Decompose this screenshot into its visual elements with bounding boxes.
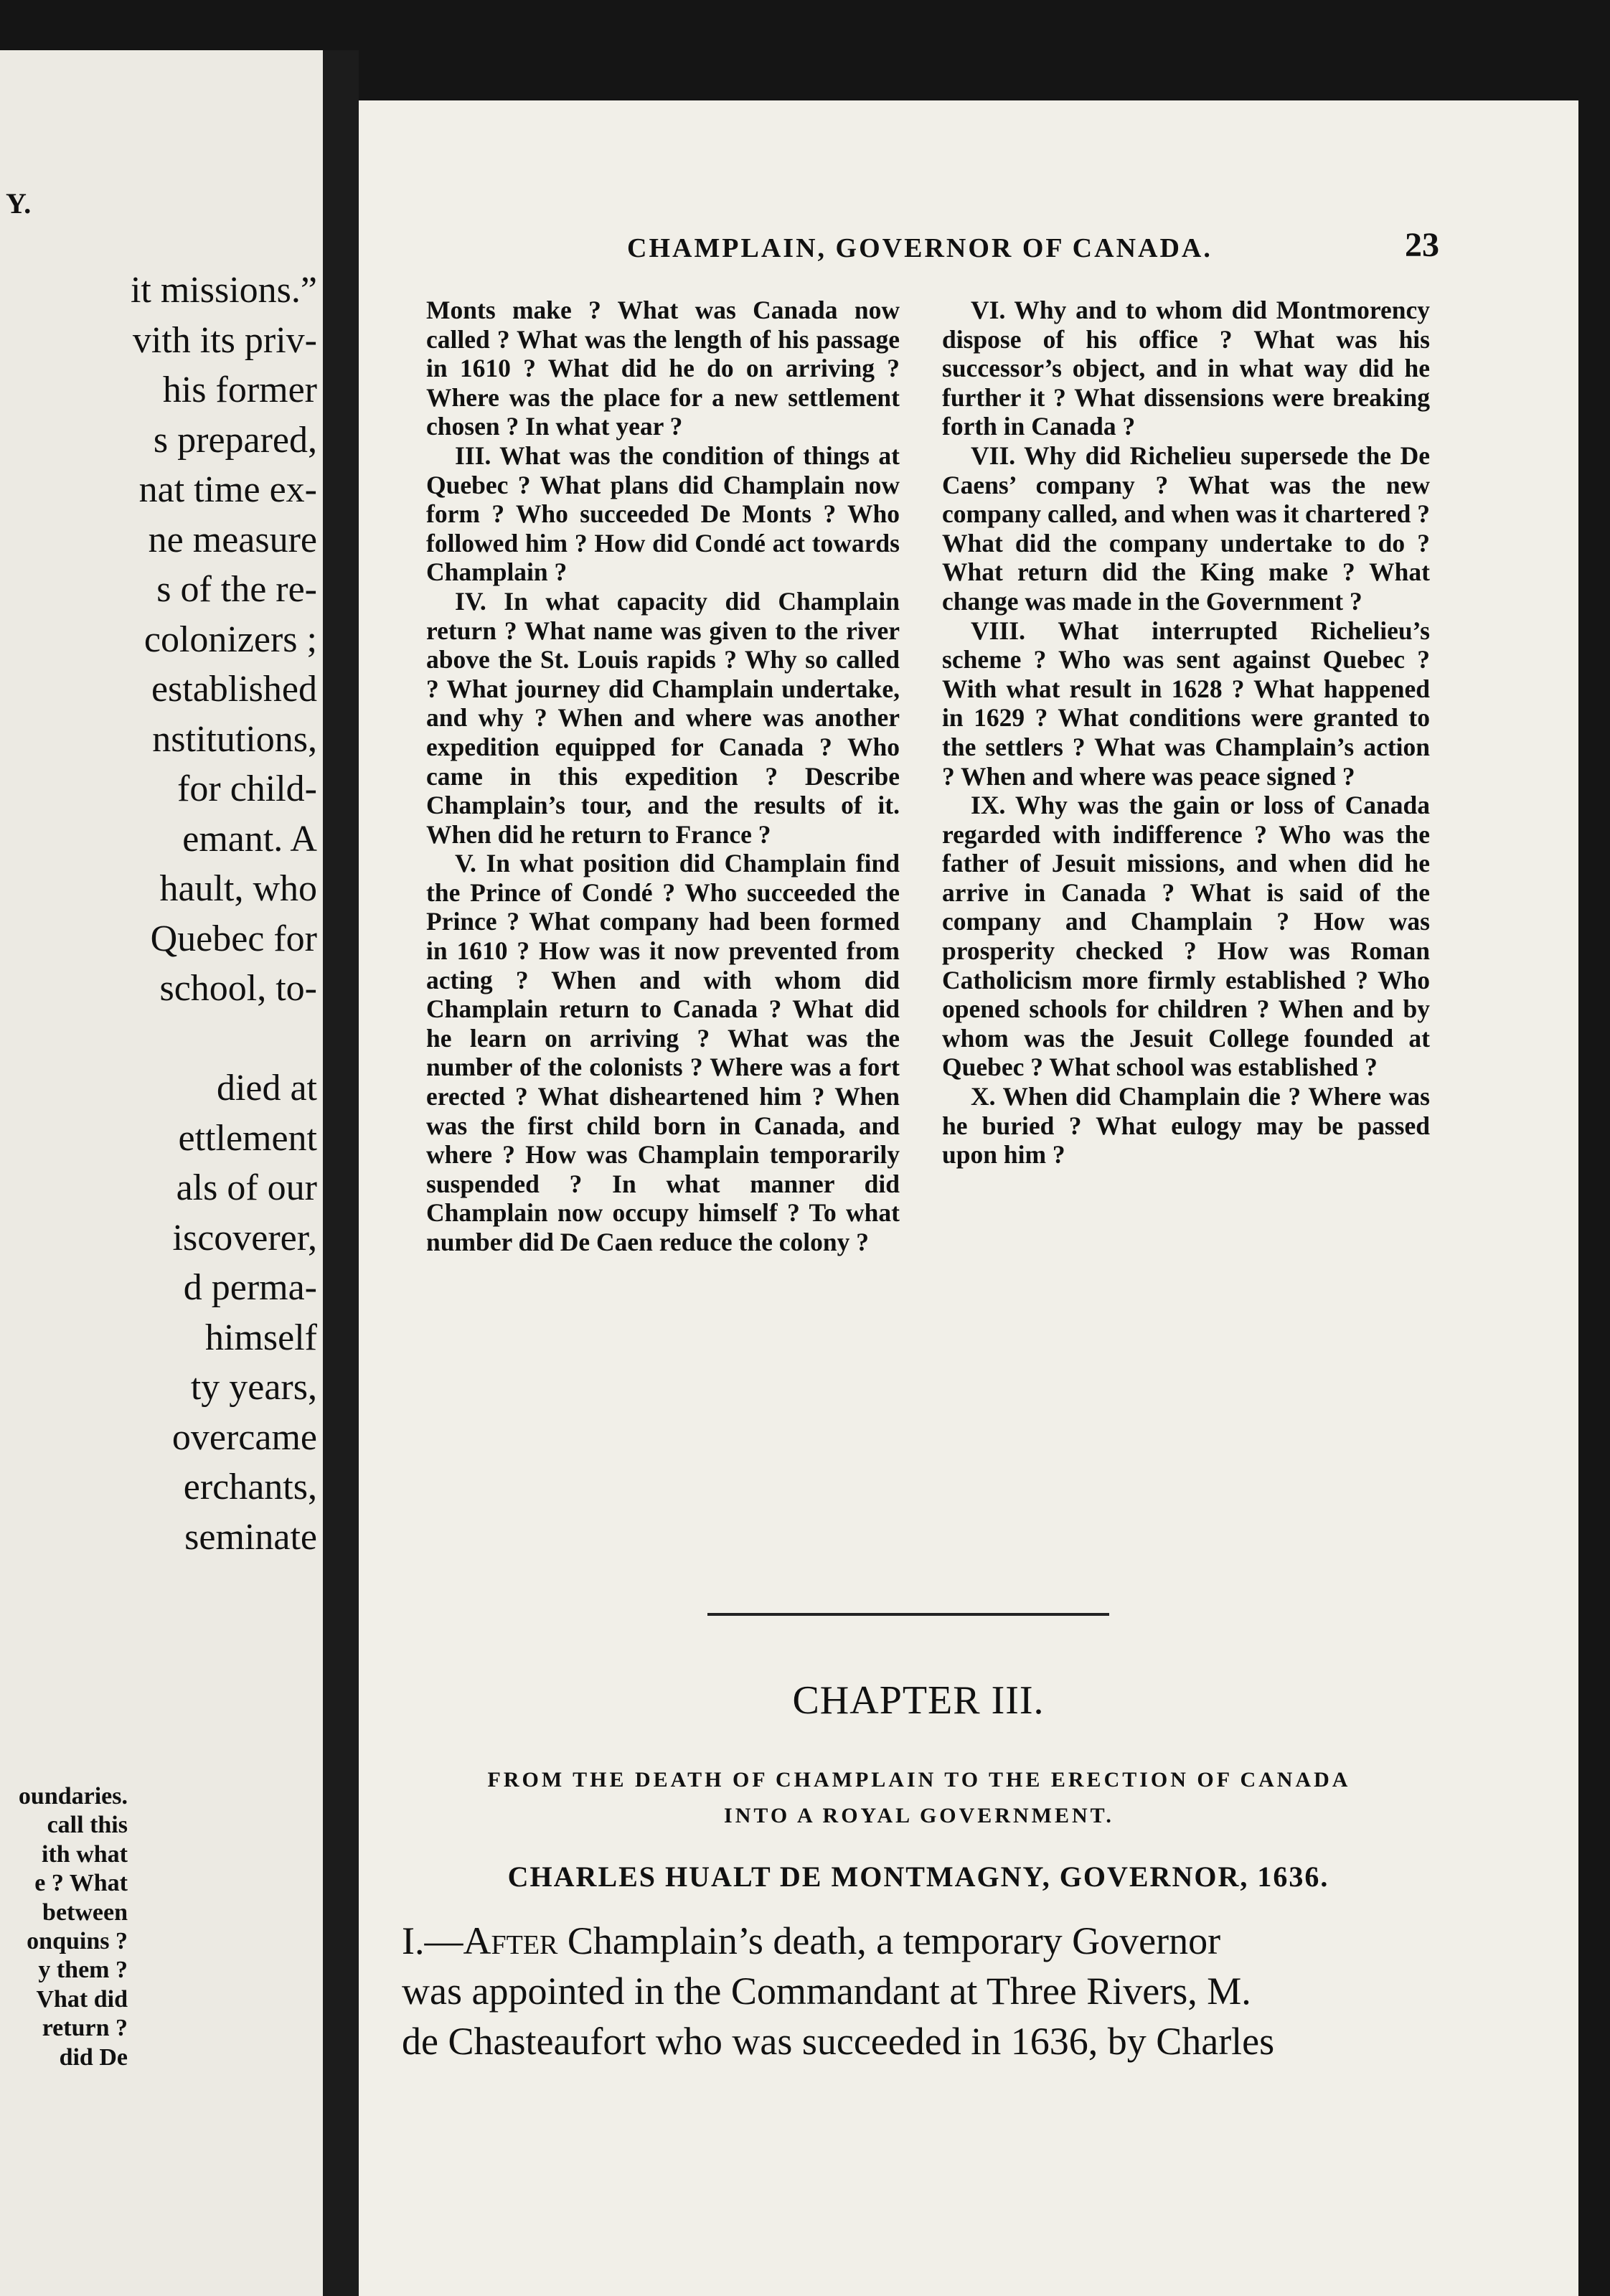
- text-line: it missions.”: [130, 270, 317, 311]
- text-line: nat time ex-: [138, 469, 317, 510]
- left-page-questions: [0, 1782, 128, 2072]
- text-line: ith what: [42, 1840, 128, 1868]
- question-paragraph: IV. In what capacity did Champlain return ? What name was given to the river above the St. Louis rapids ? Why so called ? What journey did Champlain undertake, and why ? When and where was another expedition equipped for Canada ? Who came in this expedition ? Describe Champlain’s tour, and the results of it. When did he return to France ?: [426, 586, 900, 849]
- section-divider: [707, 1613, 1109, 1616]
- text-line: call this: [47, 1812, 128, 1839]
- question-paragraph: VI. Why and to whom did Montmorency dispose of his office ? What was his successor’s object, and in what way did he further it ? What dissensions were breaking forth in Canada ?: [942, 296, 1430, 441]
- questions-column-right: [942, 296, 1430, 1170]
- text-line: died at: [216, 1068, 317, 1109]
- text-line: d perma-: [183, 1267, 317, 1308]
- chapter-subtitle-line: FROM THE DEATH OF CHAMPLAIN TO THE ERECTION OF CANADA: [487, 1768, 1351, 1792]
- text-line: oundaries.: [18, 1783, 128, 1810]
- text-line: erchants,: [183, 1467, 317, 1507]
- text-line: y them ?: [38, 1957, 128, 1984]
- left-page-header: Y.: [6, 187, 32, 220]
- small-caps-lead: After: [463, 1919, 558, 1962]
- question-paragraph: V. In what position did Champlain find the Prince of Condé ? Who succeeded the Prince ? What company had been formed in 1610 ? How was it now prevented from acting ? When and with whom did Champlain return to Canada ? What did he learn on arriving ? What was the number of the colonists ? Where was a fort erected ? What disheartened him ? When was the first child born in Canada, and where ? How was Champlain temporarily suspended ? In what manner did Champlain now occupy himself ? To what number did De Caen reduce the colony ?: [426, 849, 900, 1256]
- text-line: emant. A: [182, 818, 317, 860]
- question-paragraph: IX. Why was the gain or loss of Canada regarded with indifference ? Who was the father of Jesuit missions, and when did he arrive in Canada ? What is said of the company and Champlain ? How was prosperity checked ? How was Roman Catholicism more firmly established ? Who opened schools for children ? When and by whom was the Jesuit College founded at Quebec ? What school was established ?: [942, 791, 1430, 1082]
- chapter-subtitle: [413, 1762, 1425, 1834]
- text-line: ettlement: [178, 1117, 317, 1159]
- question-paragraph: X. When did Champlain die ? Where was he buried ? What eulogy may be passed upon him ?: [942, 1082, 1430, 1170]
- text-line: between: [42, 1899, 128, 1926]
- chapter-title: CHAPTER III.: [792, 1678, 1045, 1723]
- text-line: Quebec for: [150, 918, 317, 959]
- text-line: s prepared,: [153, 419, 317, 461]
- text-line: s of the re-: [156, 569, 317, 610]
- text-line: return ?: [42, 2015, 128, 2042]
- text-line: established: [151, 669, 317, 710]
- question-paragraph: VIII. What interrupted Richelieu’s scheme ? Who was sent against Quebec ? With what result in 1628 ? What happened in 1629 ? What conditions were granted to the settlers ? What was Champlain’s action ? When and where was peace signed ?: [942, 616, 1430, 791]
- body-line-text: Champlain’s death, a temporary Governor: [557, 1919, 1221, 1962]
- page-number: 23: [1405, 226, 1439, 264]
- left-page-text: [16, 265, 317, 1562]
- question-paragraph: Monts make ? What was Canada now called ? What was the length of his passage in 1610 ? What did he do on arriving ? Where was the place for a new settlement chosen ? In what year ?: [426, 296, 900, 441]
- text-line: e ? What: [34, 1870, 128, 1897]
- chapter-subtitle-line: INTO A ROYAL GOVERNMENT.: [724, 1804, 1114, 1827]
- right-page: [359, 100, 1578, 2296]
- text-line: ne measure: [148, 519, 317, 560]
- text-line: als of our: [176, 1167, 317, 1208]
- left-page: [0, 50, 323, 2296]
- body-line: [402, 1916, 1435, 1966]
- body-text: [402, 1916, 1435, 2066]
- text-line: onquins ?: [27, 1928, 128, 1955]
- book-spine: [323, 50, 359, 2296]
- section-heading: CHARLES HUALT DE MONTMAGNY, GOVERNOR, 1636.: [507, 1860, 1329, 1893]
- text-line: school, to-: [159, 968, 317, 1009]
- text-line: iscoverer,: [172, 1217, 317, 1258]
- text-line: [16, 1014, 317, 1064]
- text-line: overcame: [171, 1416, 317, 1458]
- body-line: de Chasteaufort who was succeeded in 1636, by Charles: [402, 2020, 1275, 2063]
- text-line: vith its priv-: [132, 319, 317, 361]
- text-line: hault, who: [159, 868, 317, 909]
- text-line: seminate: [184, 1516, 317, 1558]
- text-line: his former: [162, 370, 317, 410]
- question-paragraph: VII. Why did Richelieu supersede the De Caens’ company ? What was the new company called, and when was it chartered ? What did the company undertake to do ? What return did the King make ? What change was made in the Government ?: [942, 441, 1430, 616]
- paragraph-number: I.—: [402, 1919, 463, 1962]
- text-line: colonizers ;: [143, 618, 317, 660]
- text-line: Vhat did: [36, 1985, 128, 2013]
- body-line: was appointed in the Commandant at Three Rivers, M.: [402, 1970, 1251, 2013]
- text-line: did De: [59, 2043, 128, 2071]
- question-paragraph: III. What was the condition of things at Quebec ? What plans did Champlain now form ? Who succeeded De Monts ? Who followed him ? How did Condé act towards Champlain ?: [426, 441, 900, 587]
- text-line: ty years,: [190, 1367, 317, 1408]
- text-line: nstitutions,: [152, 718, 317, 760]
- running-head: CHAMPLAIN, GOVERNOR OF CANADA.: [627, 233, 1213, 263]
- text-line: himself: [205, 1317, 317, 1358]
- text-line: for child-: [177, 768, 317, 809]
- questions-column-left: [426, 296, 900, 1257]
